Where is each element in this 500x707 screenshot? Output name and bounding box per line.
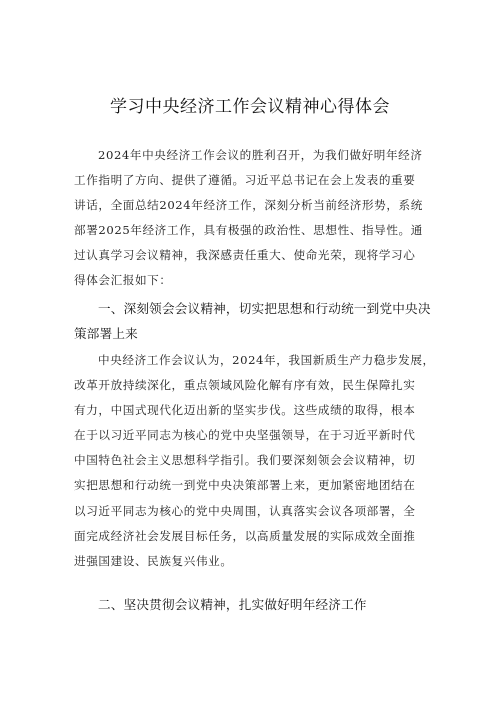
text-line: 2024年中央经济工作会议的胜利召开，为我们做好明年经济 <box>98 148 423 162</box>
text-line: 面完成经济社会发展目标任务，以高质量发展的实际成效全面推 <box>74 528 416 543</box>
heading-line: 二、坚决贯彻会议精神，扎实做好明年经济工作 <box>98 597 367 612</box>
text-line: 过认真学习会议精神，我深感责任重大、使命光荣，现将学习心 <box>74 248 416 263</box>
text-line: 改革开放持续深化，重点领域风险化解有序有效，民生保障扎实 <box>74 378 416 393</box>
heading-line: 一、深刻领会会议精神，切实把思想和行动统一到党中央决 <box>98 301 431 316</box>
text-line: 实把思想和行动统一到党中央决策部署上来，更加紧密地团结在 <box>74 478 416 493</box>
text-line: 以习近平同志为核心的党中央周围，认真落实会议各项部署，全 <box>74 503 416 518</box>
text-line: 工作指明了方向、提供了遵循。习近平总书记在会上发表的重要 <box>74 173 416 188</box>
text-line: 有力，中国式现代化迈出新的坚实步伐。这些成绩的取得，根本 <box>74 403 416 418</box>
document-title: 学习中央经济工作会议精神心得体会 <box>110 97 390 117</box>
text-line: 中央经济工作会议认为，2024年，我国新质生产力稳步发展， <box>98 353 435 367</box>
section-2-heading <box>74 592 454 617</box>
text-line: 讲话，全面总结2024年经济工作，深刻分析当前经济形势，系统 <box>74 198 423 213</box>
text-line: 在于以习近平同志为核心的党中央坚强领导，在于习近平新时代 <box>74 428 416 443</box>
intro-paragraph <box>74 143 444 294</box>
text-line: 得体会汇报如下： <box>74 273 172 288</box>
section-1-paragraph <box>74 348 444 574</box>
text-line: 部署2025年经济工作，具有极强的政治性、思想性、指导性。通 <box>74 223 423 238</box>
heading-line: 策部署上来 <box>74 326 138 341</box>
text-line: 中国特色社会主义思想科学指引。我们要深刻领会会议精神，切 <box>74 453 416 468</box>
section-1-heading <box>74 296 454 346</box>
text-line: 进强国建设、民族复兴伟业。 <box>74 553 233 568</box>
